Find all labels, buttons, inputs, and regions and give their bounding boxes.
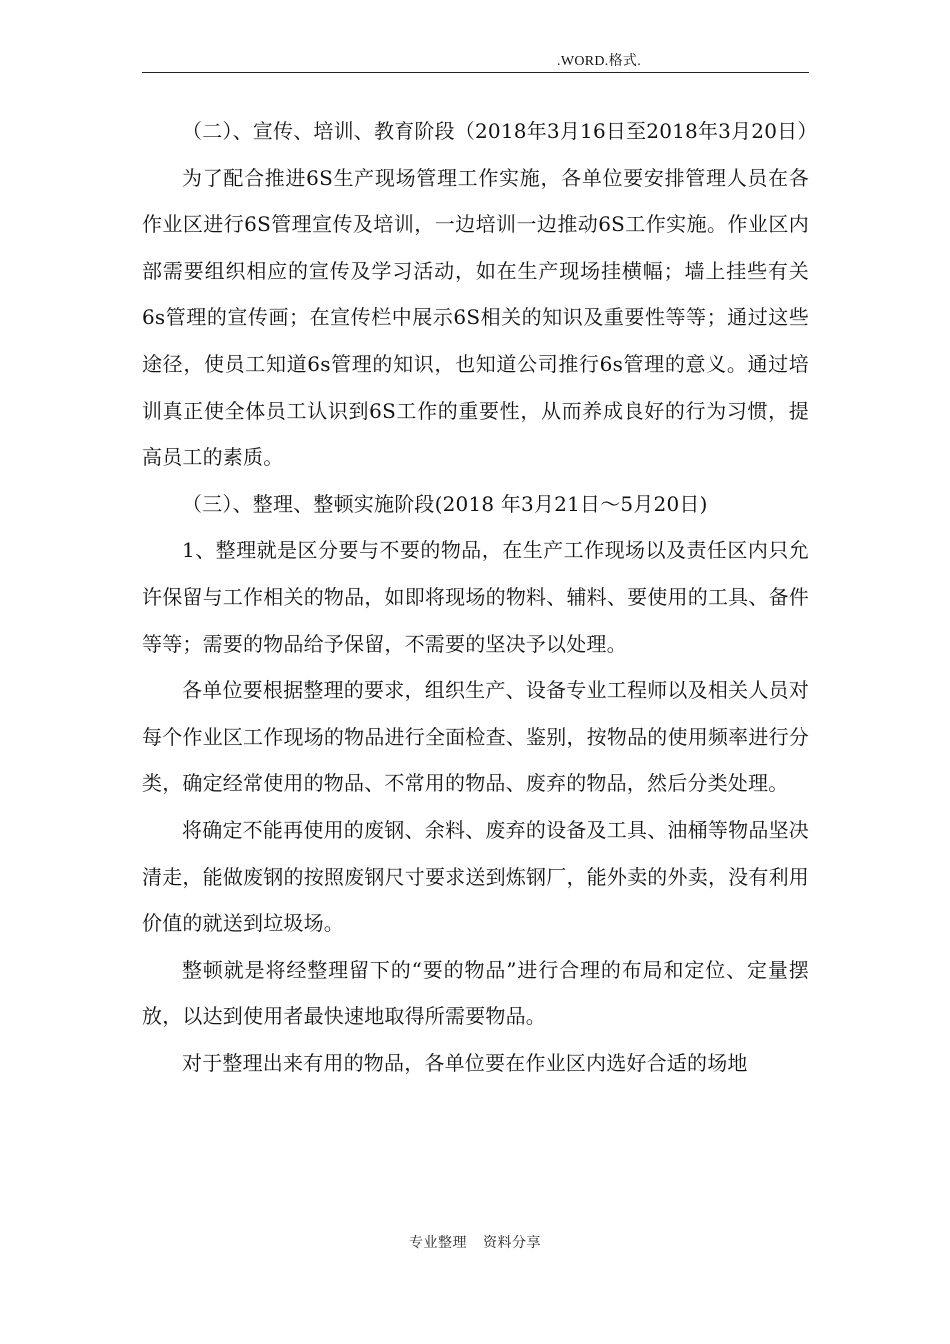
- section-heading-propaganda: （二）、宣传、培训、教育阶段（2018年3月16日至2018年3月20日）: [182, 119, 818, 143]
- page-footer: [0, 1234, 950, 1252]
- paragraph-training: 为了配合推进6S生产现场管理工作实施，各单位要安排管理人员在各作业区进行6S管理宣传及培训，一边培训一边推动6S工作实施。作业区内部需要组织相应的宣传及学习活动，如在生产现场挂横幅；墙上挂些有关6s管理的宣传画；在宣传栏中展示6S相关的知识及重要性等等；通过这些途径，使员工知道6s管理的知识，也知道公司推行6s管理的意义。通过培训真正使全体员工认识到6S工作的重要性，从而养成良好的行为习惯，提高员工的素质。: [142, 165, 809, 470]
- paragraph-arrange-definition: 整顿就是将经整理留下的“要的物品”进行合理的布局和定位、定量摆放，以达到使用者最快速地取得所需要物品。: [142, 957, 809, 1029]
- header-text: .WORD.格式.: [557, 54, 641, 69]
- paragraph-inspection: 各单位要根据整理的要求，组织生产、设备专业工程师以及相关人员对每个作业区工作现场的物品进行全面检查、鉴别，按物品的使用频率进行分类，确定经常使用的物品、不常用的物品、废弃的物品，然后分类处理。: [142, 678, 809, 796]
- section-heading-sort-arrange: （三）、整理、整顿实施阶段(2018 年3月21日～5月20日): [182, 491, 708, 516]
- page-header: [142, 50, 809, 73]
- footer-right-text: 资料分享: [483, 1235, 541, 1251]
- document-body: [142, 108, 818, 1086]
- paragraph-disposal: 将确定不能再使用的废钢、余料、废弃的设备及工具、油桶等物品坚决清走，能做废钢的按照废钢尺寸要求送到炼钢厂，能外卖的外卖，没有利用价值的就送到垃圾场。: [142, 817, 809, 936]
- footer-left-text: 专业整理: [409, 1235, 467, 1251]
- paragraph-sort-definition: 1、整理就是区分要与不要的物品，在生产工作现场以及责任区内只允许保留与工作相关的物品，如即将现场的物料、辅料、要使用的工具、备件等等；需要的物品给予保留，不需要的坚决予以处理。: [142, 538, 809, 656]
- paragraph-useful-items: 对于整理出来有用的物品，各单位要在作业区内选好合适的场地: [182, 1050, 748, 1075]
